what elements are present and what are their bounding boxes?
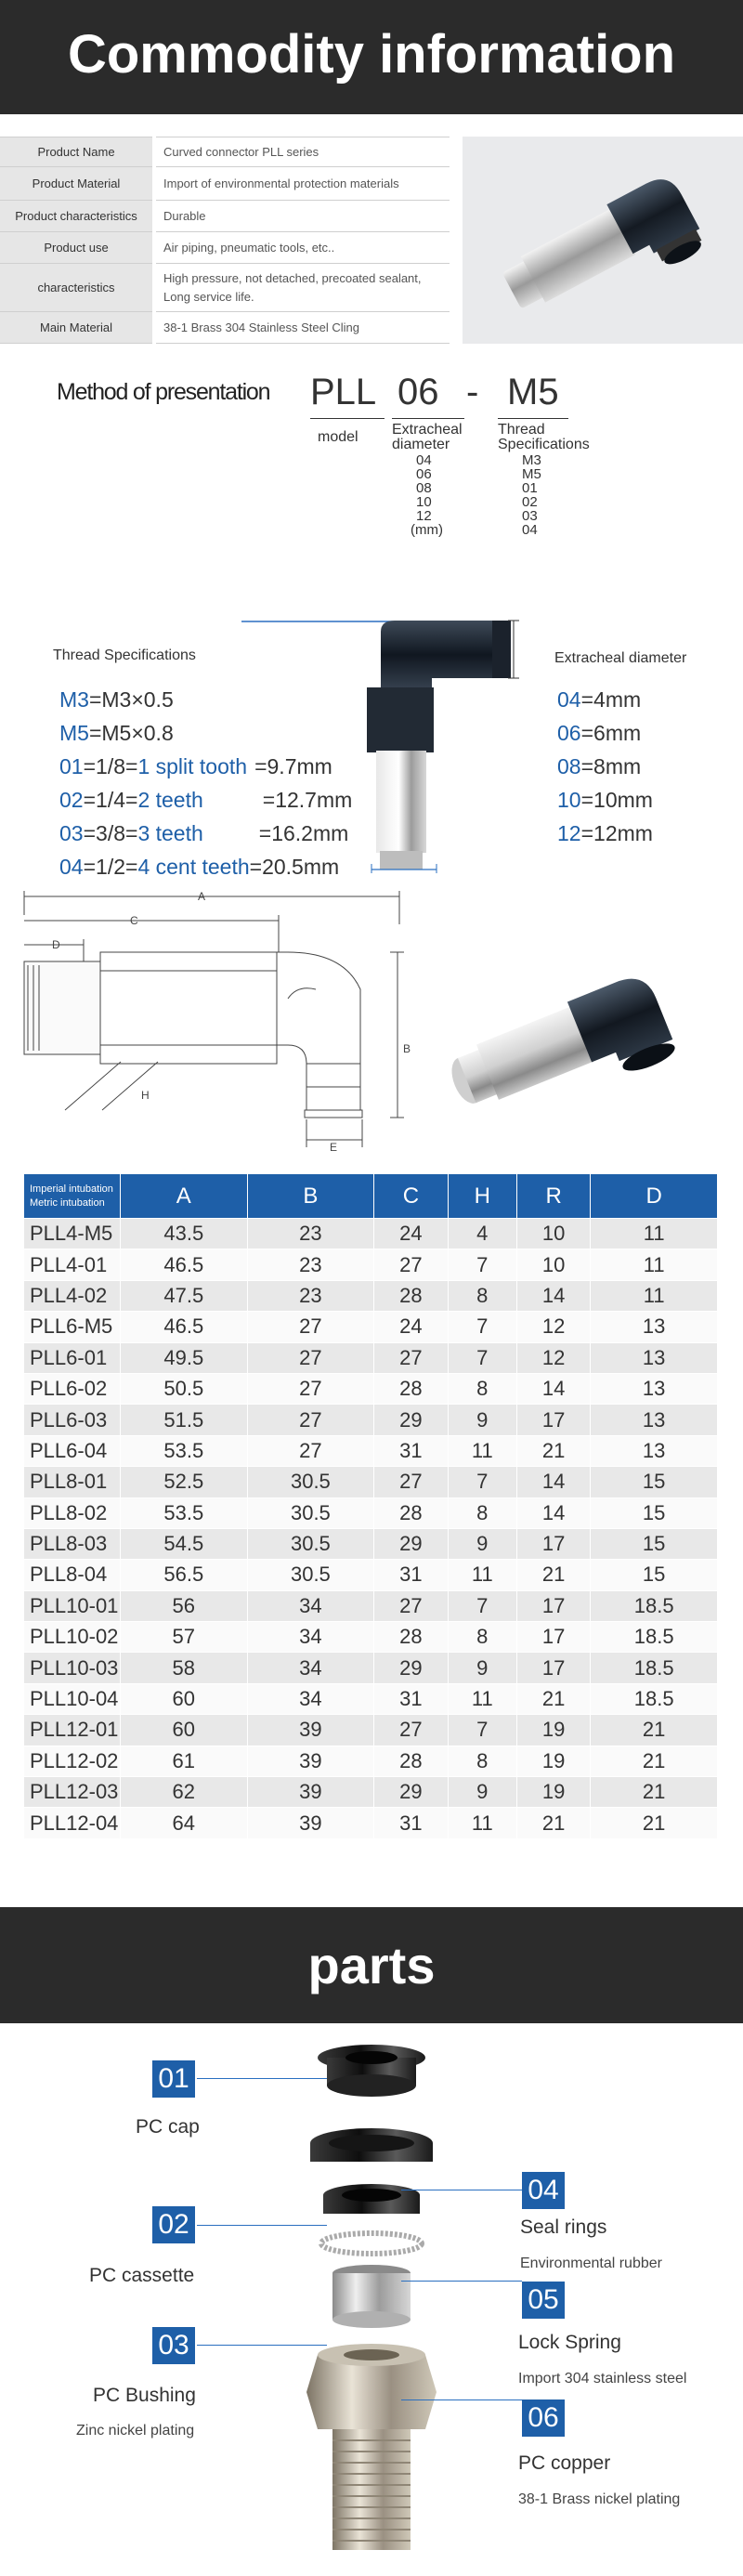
value-cell: 28 [374, 1497, 448, 1528]
thread-eq: =M3×0.5 [88, 687, 174, 712]
value-cell: 18.5 [591, 1683, 718, 1714]
value-cell: 34 [247, 1622, 374, 1653]
part-name-05: Lock Spring [518, 2332, 621, 2353]
thread-desc: 3 teeth [137, 821, 203, 845]
model-cell: PLL6-M5 [24, 1312, 121, 1342]
table-row [24, 1777, 718, 1808]
thread-eq: =3/8= [83, 821, 138, 845]
value-cell: 64 [121, 1808, 248, 1838]
value-cell: 29 [374, 1777, 448, 1808]
header-metric: Metric intubation [30, 1196, 105, 1209]
value-cell: 24 [374, 1219, 448, 1249]
fitting-photo-2 [413, 929, 720, 1105]
value-cell: 27 [247, 1373, 374, 1404]
value-cell: 8 [448, 1746, 516, 1776]
diameter-val: =4mm [580, 687, 642, 712]
info-row [0, 167, 450, 201]
col-header: D [591, 1174, 718, 1219]
thread-spec-title: Thread Specifications [53, 647, 196, 663]
thread-code: M3 [59, 687, 89, 712]
value-cell: 14 [516, 1467, 590, 1497]
thread-values [522, 453, 541, 537]
value-cell: 19 [516, 1715, 590, 1746]
info-row [0, 312, 450, 344]
table-row [24, 1715, 718, 1746]
thread-underline [498, 418, 568, 419]
diameter-spec-row [557, 716, 653, 750]
model-cell: PLL8-02 [24, 1497, 121, 1528]
diameter-spec-row [557, 817, 653, 850]
value-cell: 27 [374, 1467, 448, 1497]
info-key: Product use [0, 232, 154, 264]
model-cell: PLL6-03 [24, 1405, 121, 1435]
value-cell: 56 [121, 1590, 248, 1621]
table-row [24, 1653, 718, 1683]
info-row [0, 201, 450, 232]
value-cell: 39 [247, 1715, 374, 1746]
table-row [24, 1497, 718, 1528]
model-cell: PLL10-04 [24, 1683, 121, 1714]
value-cell: 28 [374, 1373, 448, 1404]
header-imperial: Imperial intubation [30, 1183, 113, 1195]
thread-eq: =1/2= [83, 855, 138, 879]
model-cell: PLL4-01 [24, 1249, 121, 1280]
model-cell: PLL4-02 [24, 1280, 121, 1311]
col-header: A [121, 1174, 248, 1219]
thread-value: M5 [522, 466, 541, 482]
value-cell: 43.5 [121, 1219, 248, 1249]
model-cell: PLL8-04 [24, 1560, 121, 1590]
value-cell: 13 [591, 1405, 718, 1435]
value-cell: 24 [374, 1312, 448, 1342]
model-cell: PLL10-02 [24, 1622, 121, 1653]
method-code-model: PLL [310, 372, 377, 412]
value-cell: 29 [374, 1405, 448, 1435]
value-cell: 11 [448, 1808, 516, 1838]
value-cell: 21 [516, 1560, 590, 1590]
value-cell: 7 [448, 1467, 516, 1497]
diameter-code: 04 [557, 687, 581, 712]
value-cell: 13 [591, 1435, 718, 1466]
value-cell: 9 [448, 1653, 516, 1683]
diameter-code: 10 [557, 788, 581, 812]
part-sub-04: Environmental rubber [520, 2256, 662, 2271]
value-cell: 18.5 [591, 1622, 718, 1653]
model-cell: PLL6-01 [24, 1342, 121, 1373]
thread-eq: =1/4= [83, 788, 138, 812]
model-cell: PLL10-01 [24, 1590, 121, 1621]
info-value: Air piping, pneumatic tools, etc.. [154, 232, 450, 264]
value-cell: 52.5 [121, 1467, 248, 1497]
value-cell: 23 [247, 1280, 374, 1311]
method-code-thread: M5 [507, 372, 559, 412]
thread-label-1: Thread [498, 422, 545, 438]
info-value: High pressure, not detached, precoated sealant, Long service life. [154, 264, 450, 312]
value-cell: 61 [121, 1746, 248, 1776]
dim-a-label: A [198, 890, 206, 903]
value-cell: 13 [591, 1373, 718, 1404]
table-row [24, 1373, 718, 1404]
diameter-val: =12mm [580, 821, 653, 845]
value-cell: 17 [516, 1528, 590, 1559]
value-cell: 21 [516, 1808, 590, 1838]
thread-code: 04 [59, 855, 84, 879]
value-cell: 49.5 [121, 1342, 248, 1373]
value-cell: 8 [448, 1497, 516, 1528]
value-cell: 56.5 [121, 1560, 248, 1590]
leader-06 [401, 2399, 522, 2400]
value-cell: 29 [374, 1653, 448, 1683]
table-row [24, 1528, 718, 1559]
value-cell: 7 [448, 1715, 516, 1746]
value-cell: 50.5 [121, 1373, 248, 1404]
table-row [24, 1312, 718, 1342]
value-cell: 21 [591, 1777, 718, 1808]
part-number-04: 04 [522, 2172, 565, 2209]
value-cell: 60 [121, 1683, 248, 1714]
value-cell: 11 [448, 1435, 516, 1466]
value-cell: 30.5 [247, 1560, 374, 1590]
method-code-dash: - [466, 372, 479, 412]
value-cell: 27 [374, 1249, 448, 1280]
value-cell: 31 [374, 1808, 448, 1838]
part-number-06: 06 [522, 2399, 565, 2437]
col-header: H [448, 1174, 516, 1219]
diam-value: 08 [416, 480, 432, 496]
value-cell: 17 [516, 1405, 590, 1435]
value-cell: 15 [591, 1528, 718, 1559]
diam-label-1: Extracheal [392, 422, 463, 438]
table-row [24, 1219, 718, 1249]
value-cell: 28 [374, 1746, 448, 1776]
table-row [24, 1590, 718, 1621]
thread-desc: 4 cent teeth [137, 855, 250, 879]
leader-03 [197, 2345, 327, 2346]
part-name-02: PC cassette [89, 2265, 195, 2286]
thread-desc: 1 split tooth [137, 754, 248, 778]
value-cell: 28 [374, 1622, 448, 1653]
value-cell: 27 [247, 1342, 374, 1373]
model-label: model [318, 429, 358, 445]
value-cell: 39 [247, 1808, 374, 1838]
model-cell: PLL12-01 [24, 1715, 121, 1746]
product-photo [463, 137, 743, 344]
value-cell: 46.5 [121, 1312, 248, 1342]
thread-desc: 2 teeth [137, 788, 203, 812]
value-cell: 21 [591, 1808, 718, 1838]
diameter-val: =10mm [580, 788, 653, 812]
model-cell: PLL12-04 [24, 1808, 121, 1838]
value-cell: 23 [247, 1249, 374, 1280]
table-row [24, 1405, 718, 1435]
diam-label-2: diameter [392, 437, 450, 452]
value-cell: 19 [516, 1777, 590, 1808]
dimension-table [23, 1173, 718, 1839]
diam-underline [392, 418, 464, 419]
info-key: characteristics [0, 264, 154, 312]
model-cell: PLL12-02 [24, 1746, 121, 1776]
table-header-row [24, 1174, 718, 1219]
thread-val: =12.7mm [262, 788, 353, 812]
value-cell: 34 [247, 1590, 374, 1621]
value-cell: 23 [247, 1219, 374, 1249]
dim-b-label: B [403, 1042, 411, 1055]
value-cell: 30.5 [247, 1467, 374, 1497]
value-cell: 14 [516, 1280, 590, 1311]
value-cell: 7 [448, 1590, 516, 1621]
table-row [24, 1683, 718, 1714]
value-cell: 9 [448, 1405, 516, 1435]
value-cell: 8 [448, 1280, 516, 1311]
part-sub-03: Zinc nickel plating [76, 2423, 195, 2439]
value-cell: 11 [448, 1560, 516, 1590]
value-cell: 31 [374, 1560, 448, 1590]
model-cell: PLL8-03 [24, 1528, 121, 1559]
value-cell: 51.5 [121, 1405, 248, 1435]
thread-code: M5 [59, 721, 89, 745]
value-cell: 15 [591, 1560, 718, 1590]
thread-code: 02 [59, 788, 84, 812]
diam-value: 04 [416, 452, 432, 468]
model-cell: PLL10-03 [24, 1653, 121, 1683]
info-key: Product Name [0, 137, 154, 167]
table-row [24, 1435, 718, 1466]
table-row [24, 1467, 718, 1497]
value-cell: 27 [374, 1715, 448, 1746]
table-row [24, 1280, 718, 1311]
thread-val: =9.7mm [254, 754, 332, 778]
diam-values [411, 452, 443, 538]
value-cell: 30.5 [247, 1528, 374, 1559]
value-cell: 62 [121, 1777, 248, 1808]
part-number-05: 05 [522, 2282, 565, 2319]
value-cell: 17 [516, 1590, 590, 1621]
value-cell: 11 [591, 1249, 718, 1280]
value-cell: 9 [448, 1777, 516, 1808]
value-cell: 27 [247, 1312, 374, 1342]
thread-value: 01 [522, 480, 538, 496]
value-cell: 27 [247, 1435, 374, 1466]
value-cell: 31 [374, 1435, 448, 1466]
value-cell: 27 [374, 1342, 448, 1373]
value-cell: 18.5 [591, 1590, 718, 1621]
value-cell: 17 [516, 1653, 590, 1683]
table-row [24, 1560, 718, 1590]
info-row [0, 264, 450, 312]
diameter-val: =8mm [580, 754, 642, 778]
model-underline [310, 418, 385, 419]
value-cell: 39 [247, 1777, 374, 1808]
value-cell: 4 [448, 1219, 516, 1249]
value-cell: 34 [247, 1683, 374, 1714]
part-sub-06: 38-1 Brass nickel plating [518, 2491, 681, 2507]
thread-eq: =1/8= [83, 754, 138, 778]
diameter-code: 06 [557, 721, 581, 745]
part-number-01: 01 [152, 2060, 195, 2098]
value-cell: 13 [591, 1312, 718, 1342]
value-cell: 53.5 [121, 1435, 248, 1466]
value-cell: 11 [591, 1280, 718, 1311]
value-cell: 14 [516, 1497, 590, 1528]
value-cell: 9 [448, 1528, 516, 1559]
thread-code: 03 [59, 821, 84, 845]
table-row [24, 1342, 718, 1373]
model-cell: PLL8-01 [24, 1467, 121, 1497]
model-cell: PLL6-04 [24, 1435, 121, 1466]
value-cell: 13 [591, 1342, 718, 1373]
diam-value: 10 [416, 494, 432, 510]
col-header: C [374, 1174, 448, 1219]
diameter-spec-list [557, 683, 653, 850]
value-cell: 15 [591, 1467, 718, 1497]
col-header-model [24, 1174, 121, 1219]
value-cell: 60 [121, 1715, 248, 1746]
leader-02 [197, 2225, 327, 2226]
diameter-code: 08 [557, 754, 581, 778]
value-cell: 8 [448, 1373, 516, 1404]
leader-05 [401, 2281, 522, 2282]
thread-label-2: Specifications [498, 437, 590, 452]
value-cell: 7 [448, 1312, 516, 1342]
technical-drawing [9, 887, 418, 1166]
info-key: Main Material [0, 312, 154, 344]
info-value: Import of environmental protection materials [154, 167, 450, 201]
diameter-code: 12 [557, 821, 581, 845]
col-header: R [516, 1174, 590, 1219]
value-cell: 17 [516, 1622, 590, 1653]
diameter-spec-row [557, 750, 653, 783]
thread-value: 03 [522, 508, 538, 524]
info-key: Product Material [0, 167, 154, 201]
model-cell: PLL6-02 [24, 1373, 121, 1404]
value-cell: 21 [516, 1683, 590, 1714]
dim-d-label: D [52, 938, 60, 951]
table-row [24, 1249, 718, 1280]
thread-eq: =M5×0.8 [88, 721, 174, 745]
commodity-banner: Commodity information [0, 0, 743, 114]
method-code-diam: 06 [398, 372, 439, 412]
info-value: Durable [154, 201, 450, 232]
value-cell: 15 [591, 1497, 718, 1528]
elbow-fitting-image [463, 137, 743, 344]
model-cell: PLL4-M5 [24, 1219, 121, 1249]
col-header: B [247, 1174, 374, 1219]
info-value: Curved connector PLL series [154, 137, 450, 167]
part-name-06: PC copper [518, 2452, 611, 2474]
info-row [0, 137, 450, 167]
value-cell: 39 [247, 1746, 374, 1776]
dim-h-label: H [141, 1089, 150, 1102]
part-name-03: PC Bushing [93, 2385, 196, 2406]
value-cell: 21 [516, 1435, 590, 1466]
value-cell: 10 [516, 1219, 590, 1249]
exploded-parts-image [279, 2039, 464, 2573]
diameter-spec-title: Extracheal diameter [554, 650, 687, 666]
value-cell: 21 [591, 1715, 718, 1746]
thread-value: M3 [522, 452, 541, 468]
value-cell: 18.5 [591, 1653, 718, 1683]
value-cell: 28 [374, 1280, 448, 1311]
table-body [24, 1219, 718, 1839]
info-value: 38-1 Brass 304 Stainless Steel Cling [154, 312, 450, 344]
value-cell: 11 [448, 1683, 516, 1714]
value-cell: 53.5 [121, 1497, 248, 1528]
part-number-03: 03 [152, 2327, 195, 2364]
info-key: Product characteristics [0, 201, 154, 232]
model-cell: PLL12-03 [24, 1777, 121, 1808]
value-cell: 27 [374, 1590, 448, 1621]
thread-value: 04 [522, 522, 538, 538]
value-cell: 58 [121, 1653, 248, 1683]
value-cell: 47.5 [121, 1280, 248, 1311]
dim-c-label: C [130, 914, 138, 927]
table-row [24, 1746, 718, 1776]
thread-fitting-image [237, 613, 562, 873]
parts-banner: parts [0, 1907, 743, 2023]
value-cell: 21 [591, 1746, 718, 1776]
diameter-spec-row [557, 683, 653, 716]
value-cell: 34 [247, 1653, 374, 1683]
dim-e-label: E [330, 1141, 338, 1154]
value-cell: 10 [516, 1249, 590, 1280]
leader-01 [197, 2078, 327, 2079]
value-cell: 8 [448, 1622, 516, 1653]
info-row [0, 232, 450, 264]
method-label: Method of presentation [57, 379, 270, 405]
value-cell: 11 [591, 1219, 718, 1249]
thread-code: 01 [59, 754, 84, 778]
part-number-02: 02 [152, 2206, 195, 2243]
value-cell: 57 [121, 1622, 248, 1653]
value-cell: 7 [448, 1249, 516, 1280]
diam-value: (mm) [411, 522, 443, 538]
value-cell: 46.5 [121, 1249, 248, 1280]
diameter-val: =6mm [580, 721, 642, 745]
value-cell: 14 [516, 1373, 590, 1404]
part-name-01: PC cap [136, 2116, 200, 2138]
value-cell: 31 [374, 1683, 448, 1714]
thread-value: 02 [522, 494, 538, 510]
thread-val: =16.2mm [258, 821, 349, 845]
diameter-spec-row [557, 783, 653, 817]
table-row [24, 1622, 718, 1653]
diam-value: 12 [416, 508, 432, 524]
value-cell: 7 [448, 1342, 516, 1373]
table-row [24, 1808, 718, 1838]
value-cell: 12 [516, 1342, 590, 1373]
product-info-table [0, 137, 450, 344]
part-name-04: Seal rings [520, 2216, 607, 2238]
value-cell: 30.5 [247, 1497, 374, 1528]
value-cell: 19 [516, 1746, 590, 1776]
value-cell: 54.5 [121, 1528, 248, 1559]
value-cell: 29 [374, 1528, 448, 1559]
diam-value: 06 [416, 466, 432, 482]
value-cell: 12 [516, 1312, 590, 1342]
part-sub-05: Import 304 stainless steel [518, 2371, 687, 2386]
value-cell: 27 [247, 1405, 374, 1435]
thread-val: =20.5mm [249, 855, 340, 879]
